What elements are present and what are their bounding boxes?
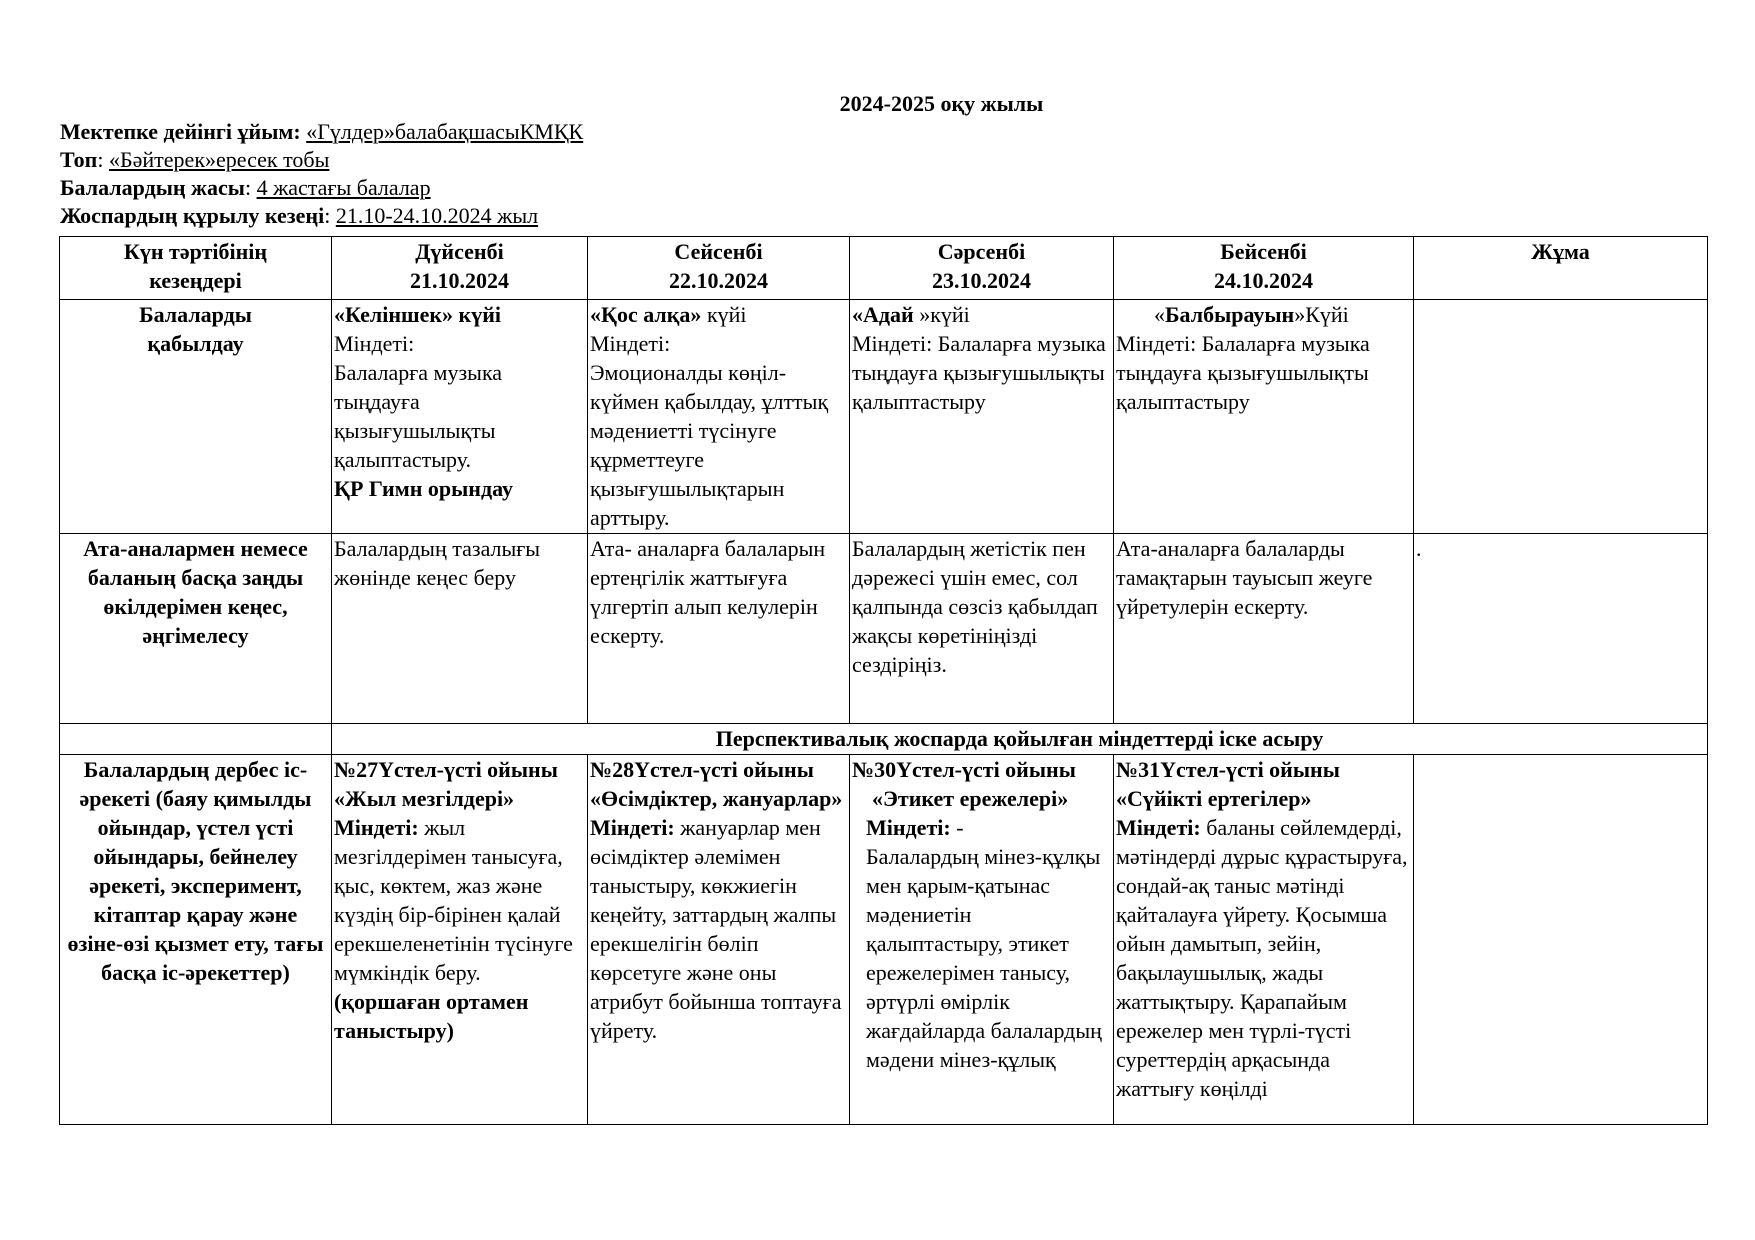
activity-area-note: (қоршаған ортамен таныстыру) <box>334 989 529 1043</box>
cell-parents-friday <box>1414 534 1708 724</box>
cell-parents-tuesday <box>588 534 850 724</box>
game-title: №30Үстел-үсті ойыны <box>852 757 1076 782</box>
game-subtitle: «Этикет ережелері» <box>872 786 1069 811</box>
day-name: Сәрсенбі <box>937 239 1026 264</box>
group-label: Топ <box>60 147 98 172</box>
game-title: №27Үстел-үсті ойыны «Жыл мезгілдері» <box>334 757 558 811</box>
music-title: «Келіншек» күйі <box>334 302 501 327</box>
day-name: Бейсенбі <box>1220 239 1307 264</box>
advice-text: . <box>1416 536 1422 561</box>
music-title: «Адай <box>852 302 914 327</box>
age-label: Балалардың жасы <box>60 175 245 200</box>
task-text: жыл мезгілдерімен танысуға, қыс, көктем, жаз және күздің бір-бірінен қалай ерекшеленетінін түсінуге мүмкіндік беру. <box>334 815 573 985</box>
cell-parents-thursday <box>1114 534 1414 724</box>
period-value: 21.10-24.10.2024 жыл <box>335 203 539 228</box>
anthem-note: ҚР Гимн орындау <box>334 476 513 501</box>
org-line <box>60 118 583 146</box>
advice-text: Ата- аналарға балаларын ертеңгілік жаттығуға үлгертіп алып келулерін ескерту. <box>590 536 826 648</box>
advice-text: Балалардың тазалығы жөнінде кеңес беру <box>334 536 541 590</box>
task-text: Балаларға музыка тыңдауға қызығушылықты қалыптастыру. <box>334 360 503 472</box>
cell-activity-wednesday <box>850 755 1114 1125</box>
row-label-text: Балалардың дербес іс-әрекеті (баяу қимылды ойындар, үстел үсті ойындары, бейнелеу әрекеті, эксперимент, кітаптар қарау және өзіне-өзі қызмет ету, тағы басқа іс-әрекеттер) <box>67 757 324 985</box>
advice-text: Ата-аналарға балаларды тамақтарын тауысып жеуге үйретулерін ескерту. <box>1116 536 1373 619</box>
music-title-suffix: »күйі <box>913 302 970 327</box>
row-label-line2: қабылдау <box>147 331 244 356</box>
day-name: Сейсенбі <box>674 239 763 264</box>
day-date: 23.10.2024 <box>932 268 1031 293</box>
task-label: Міндеті: <box>590 815 675 840</box>
day-date: 21.10.2024 <box>410 268 509 293</box>
table-row-independent-activity <box>60 755 1708 1125</box>
age-line: Балалардың жасы: 4 жастағы балалар <box>60 175 431 200</box>
document-title: 2024-2025 оқу жылы <box>839 91 1044 116</box>
cell-reception-tuesday <box>588 300 850 534</box>
task-text: Эмоционалды көңіл-күймен қабылдау, ұлттық мәдениетті түсінуге құрметтеуге қызығушылықтарын арттыру. <box>590 360 829 530</box>
cell-parents-wednesday <box>850 534 1114 724</box>
music-title: «Қос алқа» <box>590 302 702 327</box>
day-date: 22.10.2024 <box>669 268 768 293</box>
period-line: Жоспардың құрылу кезеңі: 21.10-24.10.2024 жыл <box>60 203 539 228</box>
group-line: Топ: «Бәйтерек»ересек тобы <box>60 147 330 172</box>
cell-reception-wednesday <box>850 300 1114 534</box>
header-day-monday <box>332 237 588 300</box>
cell-reception-friday <box>1414 300 1708 534</box>
row-label-text: Ата-аналармен немесе баланың басқа заңды өкілдерімен кеңес, әңгімелесу <box>83 536 308 648</box>
cell-reception-monday <box>332 300 588 534</box>
header-day-wednesday <box>850 237 1114 300</box>
task-label: Міндеті: <box>334 815 419 840</box>
task-text: Міндеті: Балаларға музыка тыңдауға қызығушылықты қалыптастыру <box>852 331 1106 414</box>
task-text: Міндеті: Балаларға музыка тыңдауға қызығушылықты қалыптастыру <box>1116 331 1370 414</box>
music-title: Балбырауын <box>1165 302 1295 327</box>
task-text: баланы сөйлемдерді, мәтіндерді дұрыс құрастыруға, сондай-ақ таныс мәтінді қайталауға үйрету. Қосымша ойын дамытып, зейін, бақылаушылық, жады жаттықтыру. Қарапайым ережелер мен түрлі-түсті суреттердің арқасында жаттығу көңілді <box>1116 815 1408 1101</box>
music-title-prefix: « <box>1154 302 1165 327</box>
org-label: Мектепке дейінгі ұйым: <box>60 119 301 144</box>
music-title-suffix: »Күйі <box>1294 302 1349 327</box>
age-value: 4 жастағы балалар <box>256 175 431 200</box>
banner-empty-cell <box>60 724 332 755</box>
header-schedule-cell <box>60 237 332 300</box>
cell-reception-thursday <box>1114 300 1414 534</box>
table-row-parents <box>60 534 1708 724</box>
cell-activity-thursday <box>1114 755 1414 1125</box>
day-name: Жұма <box>1531 239 1590 264</box>
header-schedule-line2: кезеңдері <box>149 268 242 293</box>
header-day-thursday <box>1114 237 1414 300</box>
period-label: Жоспардың құрылу кезеңі <box>60 203 325 228</box>
task-text: жануарлар мен өсімдіктер әлемімен таныстыру, көкжиегін кеңейту, заттардың жалпы ерекшелігін бөліп көрсетуге және оны атрибут бойынша топтауға үйрету. <box>590 815 842 1043</box>
cell-activity-friday <box>1414 755 1708 1125</box>
row-label-line1: Балаларды <box>139 302 252 327</box>
music-title-suffix: күйі <box>701 302 747 327</box>
cell-activity-tuesday <box>588 755 850 1125</box>
task-text: Балалардың мінез-құлқы мен қарым-қатынас мәдениетін қалыптастыру, этикет ережелерімен танысу, әртүрлі өмірлік жағдайларда балалардың мәдени мінез-құлық <box>866 844 1102 1072</box>
row-label-reception <box>60 300 332 534</box>
group-value: «Бәйтерек»ересек тобы <box>109 147 330 172</box>
game-title: №28Үстел-үсті ойыны «Өсімдіктер, жануарлар» <box>590 757 843 811</box>
task-label: Міндеті: <box>866 815 951 840</box>
day-name: Дүйсенбі <box>415 239 504 264</box>
table-row-banner <box>60 724 1708 755</box>
task-label: Міндеті: <box>334 331 415 356</box>
table-row-reception <box>60 300 1708 534</box>
perspective-banner-text: Перспективалық жоспарда қойылған міндеттерді іске асыру <box>715 726 1324 751</box>
org-value: «Гүлдер»балабақшасыКМҚК <box>306 119 584 144</box>
header-day-friday <box>1414 237 1708 300</box>
advice-text: Балалардың жетістік пен дәрежесі үшін емес, сол қалпында сөзсіз қабылдап жақсы көретініңізді сездіріңіз. <box>852 536 1098 677</box>
table-header-row <box>60 237 1708 300</box>
task-label: Міндеті: <box>1116 815 1201 840</box>
cell-activity-monday <box>332 755 588 1125</box>
perspective-banner <box>332 724 1708 755</box>
task-label: Міндеті: <box>590 331 671 356</box>
weekly-plan-table <box>59 236 1708 1125</box>
header-schedule-line1: Күн тәртібінің <box>123 239 268 264</box>
header-day-tuesday <box>588 237 850 300</box>
day-date: 24.10.2024 <box>1214 268 1313 293</box>
game-title: №31Үстел-үсті ойыны «Сүйікті ертегілер» <box>1116 757 1340 811</box>
task-dash: - <box>950 815 964 840</box>
row-label-parents <box>60 534 332 724</box>
row-label-independent-activity <box>60 755 332 1125</box>
cell-parents-monday <box>332 534 588 724</box>
